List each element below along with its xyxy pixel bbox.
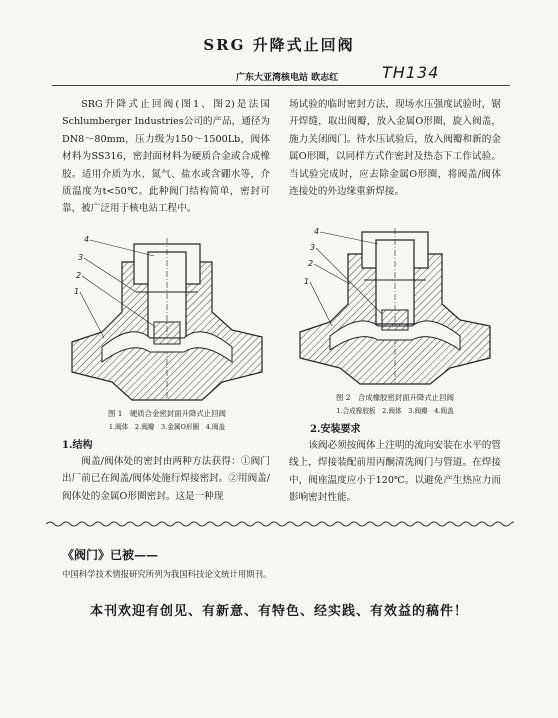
figure-2-parts-legend: 1.合成橡胶板 2.阀体 3.阀瓣 4.阀盖: [336, 407, 454, 415]
structure-heading: 1.结构: [62, 440, 93, 451]
install-text: [289, 437, 501, 507]
author-byline: 广东大亚湾核电站 欧志红: [236, 73, 339, 83]
wavy-divider: [46, 520, 514, 528]
handwritten-annotation: TH134: [382, 63, 440, 82]
figure-2-valve-drawing: [290, 222, 500, 386]
recognition-text: 中国科学技术情报研究所列为我国科技论文统计用期刊。: [62, 569, 272, 579]
fig1-label-1: 1: [74, 287, 80, 296]
figure-1-valve-drawing: [62, 222, 272, 404]
fig1-label-4: 4: [84, 235, 90, 244]
structure-paragraph: 阀盖/阀体处的密封由两种方法获得：①阀门出厂前已在阀盖/阀体处施行焊接密封。②用阀盖/阀体处的金属O形圈密封。这是一种现: [62, 456, 270, 502]
recognition-title: 《阀门》已被——: [62, 548, 159, 562]
figure-2-caption: 图 2 合成橡胶密封面升降式止回阀: [336, 393, 454, 402]
fig1-label-3: 3: [78, 253, 84, 262]
fig1-label-2: 2: [76, 271, 82, 280]
intro-paragraph: SRG升降式止回阀(图1、图2)是法国Schlumberger Industries公司的产品，通径为DN8～80mm，压力级为150～1500Lb，阀体材料为SS316，密封面材料为硬质合金或合成橡胶。适用介质为水、氮气、盐水或含硼水等，介质温度为t<50℃。此种阀门结构简单，密封可靠，被广泛用于核电站工程中。: [62, 99, 270, 215]
article-title: SRG 升降式止回阀: [203, 36, 355, 54]
figure-1-parts-legend: 1.阀体 2.阀瓣 3.金属O形圈 4.阀盖: [108, 423, 226, 431]
left-column: [62, 96, 270, 218]
journal-slogan: 本刊欢迎有创见、有新意、有特色、经实践、有效益的稿件！: [89, 604, 468, 619]
fig2-label-1: 1: [304, 277, 310, 286]
figure-1-caption: 图 1 硬质合金密封面升降式止回阀: [108, 409, 226, 418]
test-procedure-paragraph: 场试验的临时密封方法，现场水压强度试验时，锯开焊缝，取出阀瓣，放入金属O形圈，旋入阀盖，施力关闭阀门。待水压试验后，放入阀瓣和新的金属O形圈，以同样方式作密封及热态下工作试验。当试验完成时，应去除金属O形圈，将阀盖/阀体连接处的外边缘重新焊接。: [289, 99, 501, 198]
right-column: [289, 96, 501, 200]
fig2-label-3: 3: [310, 243, 316, 252]
install-heading: 2.安装要求: [310, 424, 361, 435]
header-rule: [52, 85, 510, 86]
install-paragraph: 该阀必须按阀体上注明的流向安装在水平的管线上，焊接装配前用丙酮清洗阀门与管道。在焊接中，阀座温度应小于120℃。以避免产生热应力而影响密封性能。: [289, 440, 501, 504]
fig2-label-4: 4: [314, 227, 320, 236]
structure-text: [62, 453, 270, 505]
fig2-label-2: 2: [308, 259, 314, 268]
